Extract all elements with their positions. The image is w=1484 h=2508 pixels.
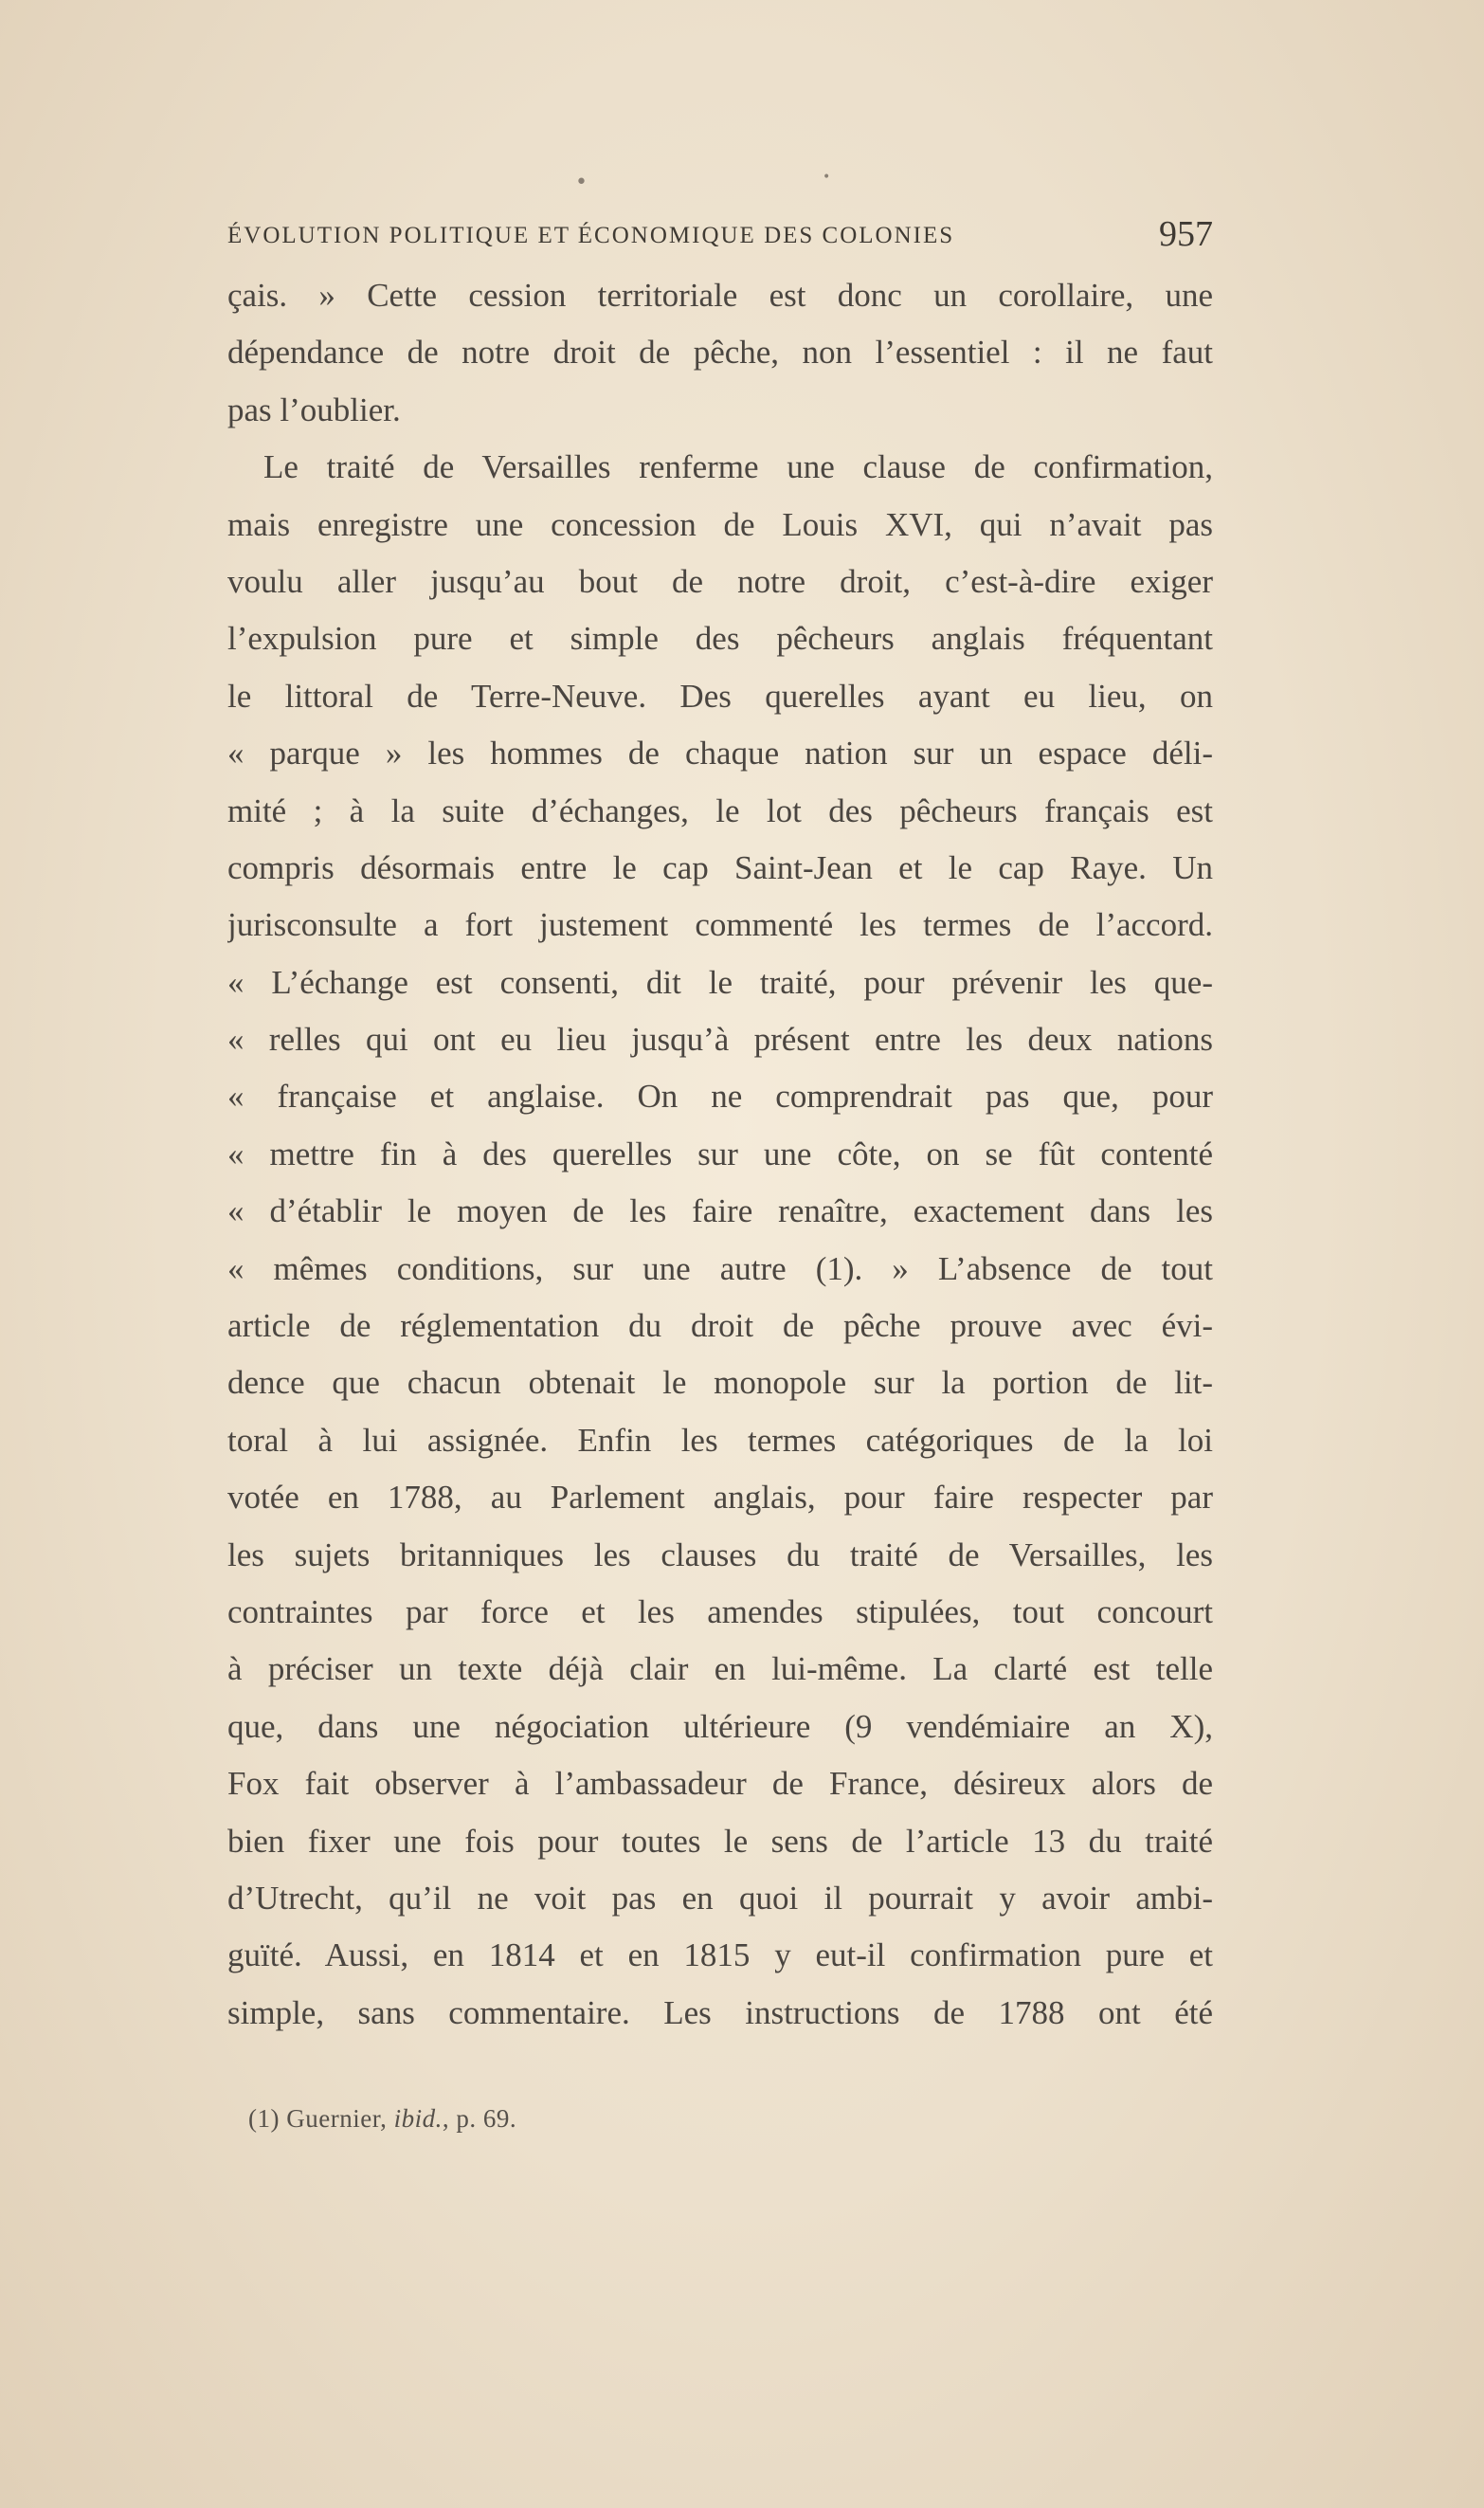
page-number: 957	[1159, 214, 1213, 254]
text-line: toral à lui assignée. Enfin les termes catégoriques de la loi	[227, 1421, 1213, 1459]
text-line: voulu aller jusqu’au bout de notre droit, c’est-à-dire exiger	[227, 562, 1213, 600]
text-line: simple, sans commentaire. Les instructions de 1788 ont été	[227, 1993, 1213, 2031]
text-line: contraintes par force et les amendes stipulées, tout concourt	[227, 1592, 1213, 1630]
quote-line: « mettre fin à des querelles sur une côte, on se fût contenté	[227, 1135, 1213, 1172]
quote-line: « mêmes conditions, sur une autre (1). » L’absence de tout	[227, 1249, 1213, 1287]
ink-speck: •	[575, 171, 588, 194]
text-line: à préciser un texte déjà clair en lui-même. La clarté est telle	[227, 1650, 1213, 1688]
text-line: compris désormais entre le cap Saint-Jean et le cap Raye. Un	[227, 848, 1213, 886]
paragraph-start-line: Le traité de Versailles renferme une clause de confirmation,	[263, 448, 1213, 486]
footnote-author: Guernier,	[286, 2104, 388, 2133]
text-line: çais. » Cette cession territoriale est donc un corollaire, une	[227, 277, 1213, 314]
text-line: dence que chacun obtenait le monopole sur la portion de lit-	[227, 1364, 1213, 1402]
text-line: Fox fait observer à l’ambassadeur de France, désireux alors de	[227, 1765, 1213, 1803]
text-line: bien fixer une fois pour toutes le sens de l’article 13 du traité	[227, 1822, 1213, 1860]
ink-speck: •	[823, 170, 831, 185]
footnote-marker: (1)	[248, 2104, 280, 2133]
quote-line: « L’échange est consenti, dit le traité, pour prévenir les que-	[227, 963, 1213, 1001]
text-line: d’Utrecht, qu’il ne voit pas en quoi il pourrait y avoir ambi-	[227, 1879, 1213, 1917]
text-line: le littoral de Terre-Neuve. Des querelles ayant eu lieu, on	[227, 677, 1213, 715]
text-line: « parque » les hommes de chaque nation sur un espace déli-	[227, 735, 1213, 772]
footnote-page-ref: , p. 69.	[442, 2104, 517, 2133]
quote-line: « d’établir le moyen de les faire renaître, exactement dans les	[227, 1192, 1213, 1230]
running-title: ÉVOLUTION POLITIQUE ET ÉCONOMIQUE DES COLONIES	[227, 223, 955, 248]
footnote-ibid: ibid.	[393, 2104, 443, 2133]
text-line: les sujets britanniques les clauses du traité de Versailles, les	[227, 1536, 1213, 1573]
text-line: que, dans une négociation ultérieure (9 vendémiaire an X),	[227, 1707, 1213, 1745]
text-line: mité ; à la suite d’échanges, le lot des pêcheurs français est	[227, 791, 1213, 829]
text-line: jurisconsulte a fort justement commenté les termes de l’accord.	[227, 906, 1213, 944]
text-line: dépendance de notre droit de pêche, non l’essentiel : il ne faut	[227, 334, 1213, 372]
text-line: pas l’oublier.	[227, 391, 401, 428]
body-text	[227, 267, 1213, 2042]
text-line: guïté. Aussi, en 1814 et en 1815 y eut-il confirmation pure et	[227, 1936, 1213, 1974]
text-line: l’expulsion pure et simple des pêcheurs anglais fréquentant	[227, 620, 1213, 658]
quote-line: « relles qui ont eu lieu jusqu’à présent entre les deux nations	[227, 1021, 1213, 1059]
text-line: votée en 1788, au Parlement anglais, pour faire respecter par	[227, 1479, 1213, 1517]
text-line: mais enregistre une concession de Louis XVI, qui n’avait pas	[227, 505, 1213, 543]
text-line: article de réglementation du droit de pêche prouve avec évi-	[227, 1307, 1213, 1345]
footnote	[248, 2104, 516, 2134]
quote-line: « française et anglaise. On ne comprendrait pas que, pour	[227, 1078, 1213, 1116]
page-header	[227, 213, 1213, 261]
